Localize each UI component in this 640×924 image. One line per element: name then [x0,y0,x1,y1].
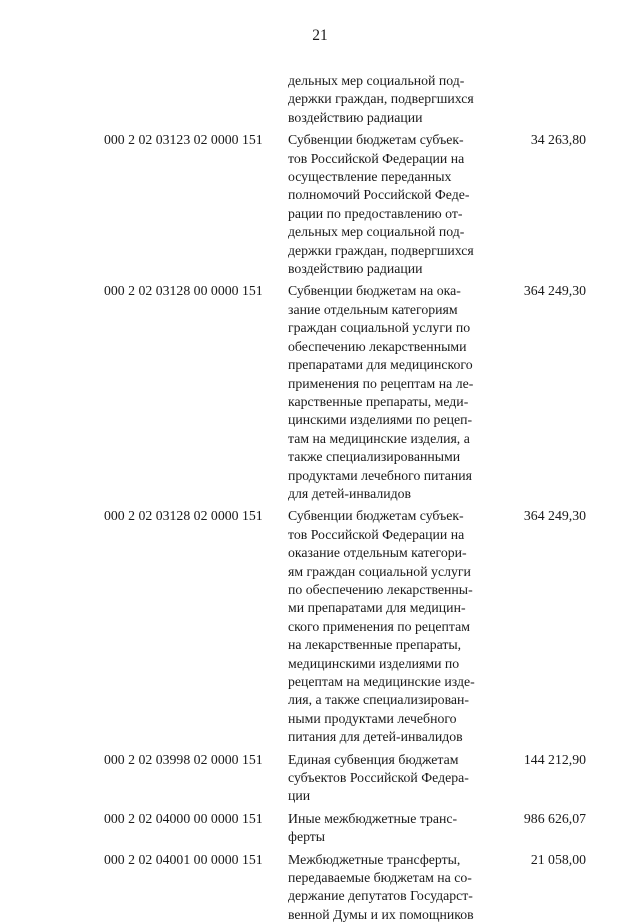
budget-code: 000 2 02 03123 02 0000 151 [104,132,263,148]
amount: 986 626,07 [523,810,586,826]
description-line: для детей-инвалидов [288,485,412,501]
description-line: карственные препараты, меди- [288,393,469,409]
table-row [0,131,640,278]
description-line: там на медицинские изделия, а [288,430,470,446]
description-line: тов Российской Федерации на [288,150,465,166]
table-row [0,507,640,746]
description-line: держки граждан, подвергшихся [288,91,474,107]
table-row [0,751,640,806]
budget-code: 000 2 02 03998 02 0000 151 [104,751,263,767]
description-line: субъектов Российской Федера- [288,770,469,786]
description-line: дельных мер социальной под- [288,224,465,240]
table-row [0,810,640,847]
description-line: ции [288,788,311,804]
description-line: обеспечению лекарственными [288,338,467,354]
description-line: питания для детей-инвалидов [288,729,463,745]
budget-code: 000 2 02 03128 02 0000 151 [104,508,263,524]
income-description [288,851,498,924]
income-description [288,507,498,746]
amount: 34 263,80 [530,132,586,148]
description-line: граждан социальной услуги по [288,320,471,336]
budget-table [0,72,640,924]
description-line: ферты [288,829,326,845]
description-line: ными продуктами лечебного [288,710,457,726]
description-line: также специализированными [288,449,461,465]
description-line: препаратами для медицинского [288,357,473,373]
description-line: на лекарственные препараты, [288,637,462,653]
income-description [288,751,498,806]
amount: 21 058,00 [530,851,586,867]
description-line: Межбюджетные трансферты, [288,851,461,867]
description-line: венной Думы и их помощников [288,906,474,922]
budget-code: 000 2 02 04001 00 0000 151 [104,851,263,867]
table-row [0,851,640,924]
description-line: продуктами лечебного питания [288,467,473,483]
description-line: дельных мер социальной под- [288,73,465,88]
description-line: осуществление переданных [288,169,452,185]
description-line: держки граждан, подвергшихся [288,242,474,258]
description-line: Единая субвенция бюджетам [288,751,459,767]
budget-code: 000 2 02 03128 00 0000 151 [104,283,263,299]
description-line: ского применения по рецептам [288,618,470,634]
description-line: зание отдельным категориям [288,301,458,317]
income-description [288,282,498,503]
description-line: оказание отдельным категори- [288,545,467,561]
description-line: рецептам на медицинские изде- [288,674,475,689]
description-line: воздействию радиации [288,109,423,125]
description-line: полномочий Российской Феде- [288,187,470,203]
income-description [288,72,498,127]
description-line: применения по рецептам на ле- [288,375,474,391]
description-line: Субвенции бюджетам на ока- [288,283,461,299]
table-row [0,282,640,503]
description-line: тов Российской Федерации на [288,526,465,542]
income-description [288,810,498,847]
budget-code: 000 2 02 04000 00 0000 151 [104,810,263,826]
amount: 364 249,30 [523,283,586,299]
amount: 364 249,30 [523,508,586,524]
description-line: держание депутатов Государст- [288,888,473,904]
description-line: ми препаратами для медицин- [288,600,466,616]
table-row [0,72,640,127]
description-line: лия, а также специализирован- [288,692,470,708]
description-line: цинскими изделиями по рецеп- [288,412,473,428]
description-line: ям граждан социальной услуги [288,563,471,579]
income-description [288,131,498,278]
amount: 144 212,90 [523,751,586,767]
description-line: по обеспечению лекарственны- [288,581,473,597]
description-line: воздействию радиации [288,261,423,277]
description-line: Иные межбюджетные транс- [288,810,458,826]
description-line: Субвенции бюджетам субъек- [288,132,464,148]
description-line: медицинскими изделиями по [288,655,460,671]
description-line: рации по предоставлению от- [288,205,463,221]
description-line: Субвенции бюджетам субъек- [288,508,464,524]
description-line: передаваемые бюджетам на со- [288,870,472,886]
page-number: 21 [312,27,328,44]
